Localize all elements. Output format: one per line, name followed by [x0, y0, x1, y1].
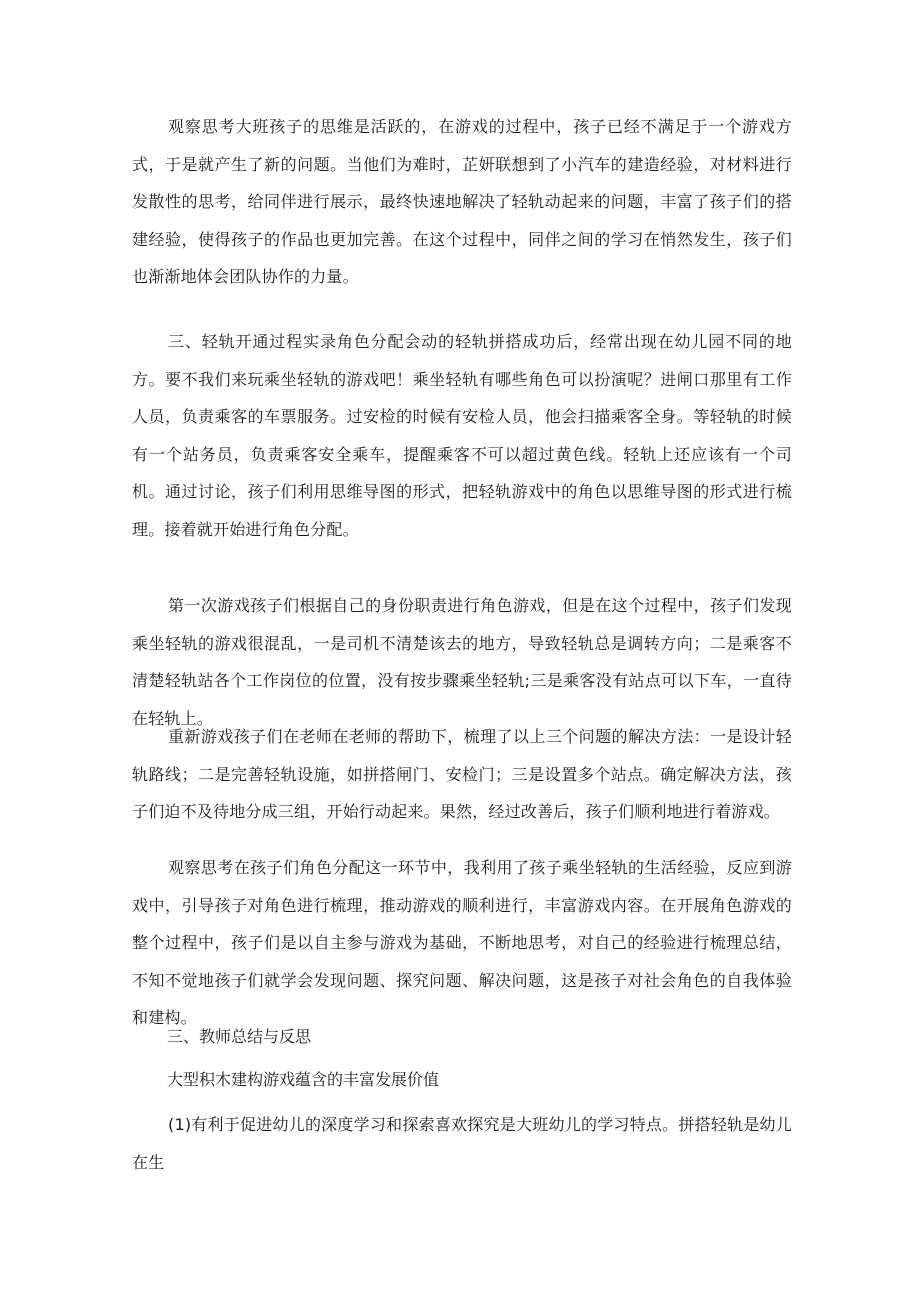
paragraph-replay-game: 重新游戏孩子们在老师在老师的帮助下，梳理了以上三个问题的解决方法：一是设计轻轨路线；二是完善轻轨设施，如拼搭闸门、安检门；三是设置多个站点。确定解决方法，孩子们迫不及待地分成三组，开始行动起来。果然，经过改善后，孩子们顺利地进行着游戏。: [132, 727, 792, 821]
paragraph-light-rail-roles: 三、轻轨开通过程实录角色分配会动的轻轨拼搭成功后，经常出现在幼儿园不同的地方。要不我们来玩乘坐轻轨的游戏吧！乘坐轻轨有哪些角色可以扮演呢？进闸口那里有工作人员，负责乘客的车票服务。过安检的时候有安检人员，他会扫描乘客全身。等轻轨的时候有一个站务员，负责乘客安全乘车，提醒乘客不可以超过黄色线。轻轨上还应该有一个司机。通过讨论，孩子们利用思维导图的形式，把轻轨游戏中的角色以思维导图的形式进行梳理。接着就开始进行角色分配。: [132, 332, 792, 539]
paragraph-observation-2: 观察思考在孩子们角色分配这一环节中，我利用了孩子乘坐轻轨的生活经验，反应到游戏中，引导孩子对角色进行梳理，推动游戏的顺利进行，丰富游戏内容。在开展角色游戏的整个过程中，孩子们是以自主参与游戏为基础，不断地思考，对自己的经验进行梳理总结，不知不觉地孩子们就学会发现问题、探究问题、解决问题，这是孩子对社会角色的自我体验和建构。: [132, 858, 792, 1027]
section-heading-summary: 三、教师总结与反思: [167, 1027, 312, 1046]
paragraph-deep-learning: (1)有利于促进幼儿的深度学习和探索喜欢探究是大班幼儿的学习特点。拼搭轻轨是幼儿在生: [132, 1115, 792, 1172]
subheading-development-value: 大型积木建构游戏蕴含的丰富发展价值: [167, 1070, 440, 1089]
paragraph-first-game: 第一次游戏孩子们根据自己的身份职责进行角色游戏，但是在这个过程中，孩子们发现乘坐轻轨的游戏很混乱，一是司机不清楚该去的地方，导致轻轨总是调转方向；二是乘客不清楚轻轨站各个工作岗位的位置，没有按步骤乘坐轻轨;三是乘客没有站点可以下车，一直待在轻轨上。: [132, 596, 792, 728]
paragraph-observation-1: 观察思考大班孩子的思维是活跃的，在游戏的过程中，孩子已经不满足于一个游戏方式，于是就产生了新的问题。当他们为难时，芷妍联想到了小汽车的建造经验，对材料进行发散性的思考，给同伴进行展示，最终快速地解决了轻轨动起来的问题，丰富了孩子们的搭建经验，使得孩子的作品也更加完善。在这个过程中，同伴之间的学习在悄然发生，孩子们也渐渐地体会团队协作的力量。: [132, 117, 792, 286]
